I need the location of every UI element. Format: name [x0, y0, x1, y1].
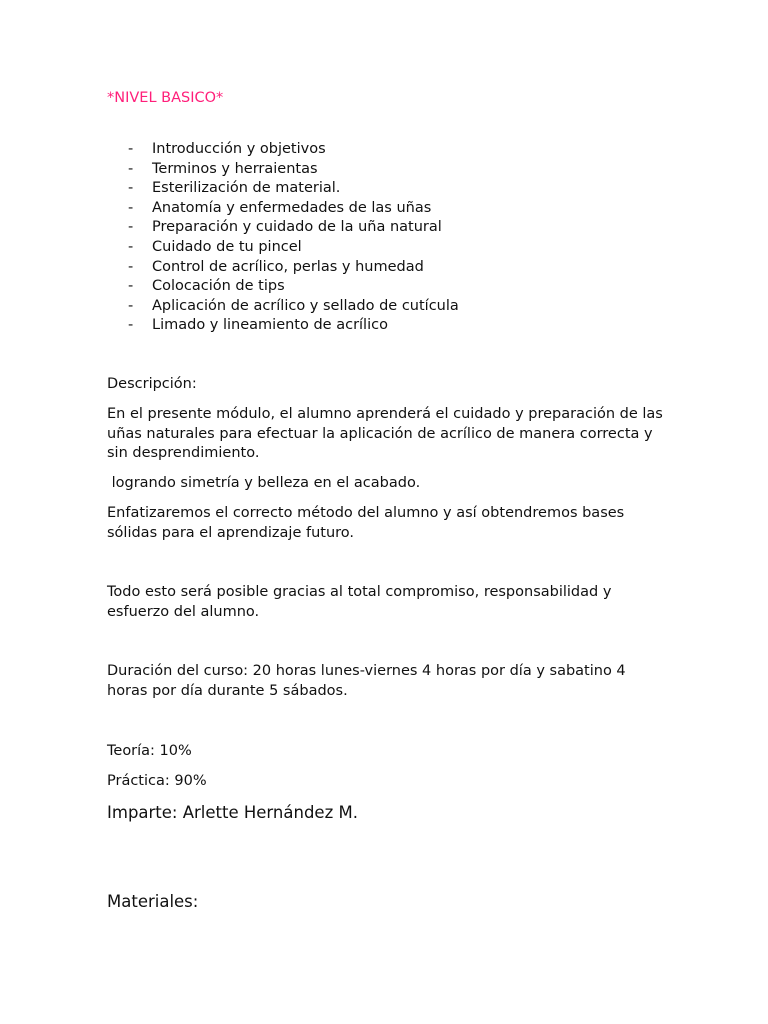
list-bullet: -	[128, 297, 134, 314]
list-item	[107, 140, 459, 160]
instructor-line: Imparte: Arlette Hernández M.	[107, 803, 358, 822]
list-item	[107, 238, 459, 258]
list-bullet: -	[128, 278, 134, 295]
list-bullet: -	[128, 238, 134, 255]
list-bullet: -	[128, 317, 134, 334]
topic-text: Introducción y objetivos	[152, 141, 326, 157]
list-item	[107, 258, 459, 278]
topic-text: Preparación y cuidado de la uña natural	[152, 219, 442, 236]
topic-text: Terminos y herraientas	[152, 160, 318, 177]
list-item	[107, 160, 459, 180]
list-item	[107, 297, 459, 317]
list-item	[107, 179, 459, 199]
topic-text: Colocación de tips	[152, 278, 285, 295]
duration-paragraph: Duración del curso: 20 horas lunes-viernes 4 horas por día y sabatino 4 horas por día durante 5 sábados.	[107, 663, 626, 699]
course-level-title: *NIVEL BASICO*	[107, 90, 224, 106]
list-bullet: -	[128, 180, 134, 197]
list-item	[107, 199, 459, 219]
list-bullet: -	[128, 199, 134, 216]
list-bullet: -	[128, 141, 134, 157]
topic-text: Limado y lineamiento de acrílico	[152, 317, 388, 334]
practice-percentage: Práctica: 90%	[107, 773, 207, 789]
materials-heading: Materiales:	[107, 892, 199, 911]
commitment-paragraph: Todo esto será posible gracias al total compromiso, responsabilidad y esfuerzo del alumno.	[107, 584, 612, 620]
description-paragraph-1: En el presente módulo, el alumno aprenderá el cuidado y preparación de las uñas naturales para efectuar la aplicación de acrílico de manera correcta y sin desprendimiento.	[107, 406, 663, 462]
theory-percentage: Teoría: 10%	[107, 743, 192, 759]
list-bullet: -	[128, 160, 134, 177]
topic-text: Esterilización de material.	[152, 180, 341, 197]
topic-text: Cuidado de tu pincel	[152, 238, 302, 255]
description-paragraph-2: logrando simetría y belleza en el acabado.	[107, 475, 421, 491]
list-item	[107, 277, 459, 297]
description-heading: Descripción:	[107, 376, 197, 392]
list-bullet: -	[128, 258, 134, 275]
topic-text: Anatomía y enfermedades de las uñas	[152, 199, 432, 216]
topic-text: Aplicación de acrílico y sellado de cutícula	[152, 297, 459, 314]
list-bullet: -	[128, 219, 134, 236]
topic-text: Control de acrílico, perlas y humedad	[152, 258, 424, 275]
topics-list	[107, 140, 459, 336]
description-paragraph-3: Enfatizaremos el correcto método del alumno y así obtendremos bases sólidas para el aprendizaje futuro.	[107, 505, 625, 541]
list-item	[107, 316, 459, 336]
list-item	[107, 218, 459, 238]
